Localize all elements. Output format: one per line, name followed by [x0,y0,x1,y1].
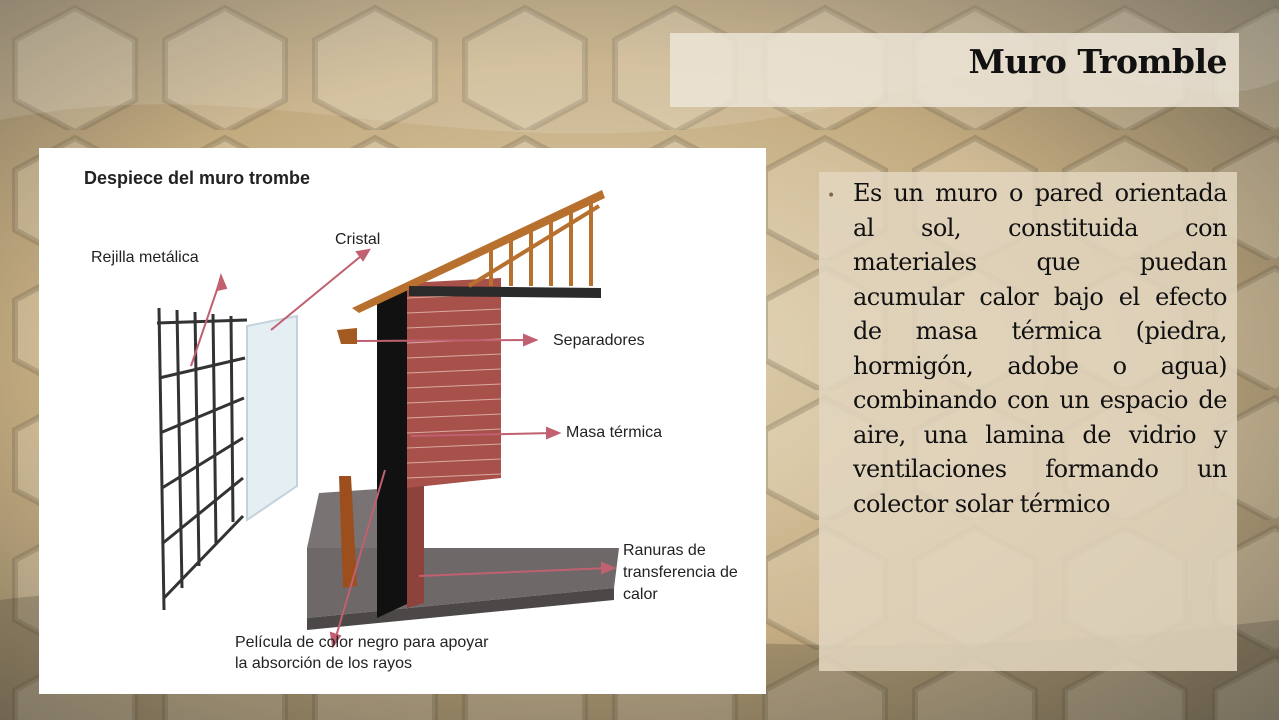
label-rejilla: Rejilla metálica [91,249,199,266]
trombe-wall-diagram [39,148,766,694]
diagram-panel [39,148,766,694]
black-film [377,286,409,618]
label-ranuras-line2: transferencia de [623,564,738,581]
label-cristal: Cristal [335,231,381,248]
roof-structure [352,190,605,313]
separator-piece [337,328,357,344]
label-pelicula-line2: la absorción de los rayos [235,655,412,672]
glass-pane [247,316,297,520]
metal-grid [157,308,247,610]
title-box [670,33,1239,107]
body-paragraph: Es un muro o pared orientada al sol, constituida con materiales que puedan acumular calor bajo el efecto de masa térmica (piedra, hormigón, adobe o agua) combinando con un espacio de aire, una lamina de vidrio y ventilaciones formando un colector solar térmico [853,179,1227,518]
content-panel [819,172,1237,671]
label-separadores: Separadores [553,332,645,349]
slide-title: Muro Tromble [968,42,1227,81]
label-ranuras-line1: Ranuras de [623,542,706,559]
label-pelicula-line1: Película de color negro para apoyar [235,634,489,651]
diagram-title: Despiece del muro trombe [84,168,311,188]
label-ranuras-line3: calor [623,586,658,603]
label-masa-termica: Masa térmica [566,424,663,441]
bullet-dot-icon: • [827,188,836,204]
